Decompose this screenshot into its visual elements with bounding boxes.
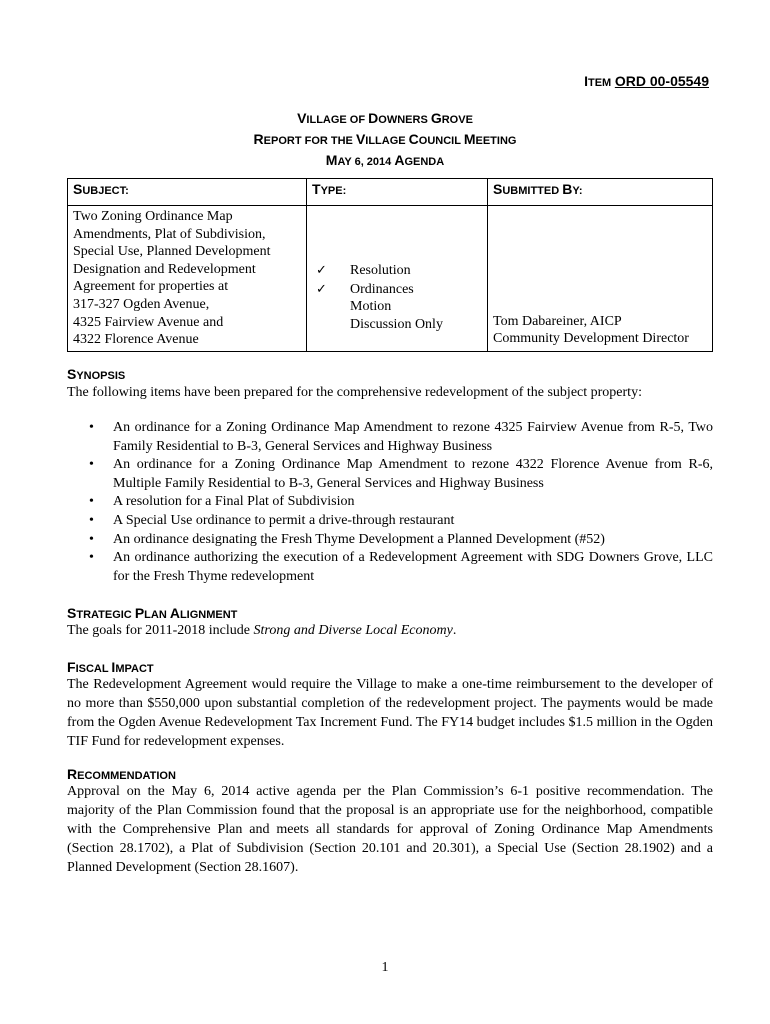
report-subtitle [0, 130, 770, 151]
submitter-title: Community Development Director [493, 331, 689, 347]
type-option-label: Motion [350, 299, 392, 315]
strategic-text-lead: The goals for 2011-2018 include [67, 623, 254, 638]
list-item [67, 419, 713, 456]
title-part: D [368, 110, 379, 126]
report-header [0, 108, 770, 172]
subject-line: Agreement for properties at [73, 279, 229, 295]
bullet-icon: • [89, 494, 94, 510]
subtitle-part: ILLAGE [365, 135, 409, 147]
submitted-by-header [488, 179, 713, 206]
heading-part: R [67, 766, 78, 782]
page-number: 1 [381, 960, 389, 975]
list-item-text: An ordinance for a Zoning Ordinance Map Amendment to rezone 4325 Fairview Avenue from R-5, Two Family Residential to B-3, General Services and Highway Business [113, 420, 713, 454]
check-icon: ✓ [316, 280, 327, 296]
type-cell [307, 206, 488, 352]
list-item-text: An ordinance for a Zoning Ordinance Map Amendment to rezone 4322 Florence Avenue from R-6, Multiple Family Residential to B-3, General Services and Highway Business [113, 457, 713, 491]
fiscal-text: The Redevelopment Agreement would require the Village to make a one-time reimbursement to the developer of no more than $550,000 upon substantial completion of the redevelopment project. The payments would be made from the Ogden Avenue Redevelopment Tax Increment Fund. The FY14 budget includes $1.5 million in the Ogden TIF Fund for redevelopment expenses. [67, 677, 713, 749]
header-part: Y: [572, 185, 583, 197]
date-part: M [325, 152, 338, 168]
heading-part: A [169, 605, 180, 621]
heading-part: ECOMMENDATION [77, 770, 176, 782]
subject-line: 317-327 Ogden Avenue, [73, 296, 210, 312]
title-part: V [297, 110, 307, 126]
item-label-rest: TEM [587, 77, 612, 89]
item-number: ORD 00-05549 [614, 73, 709, 89]
heading-part: S [67, 605, 77, 621]
date-part: A [394, 152, 405, 168]
header-part: UBMITTED [502, 185, 563, 197]
list-item-text: An ordinance designating the Fresh Thyme Development a Planned Development (#52) [113, 531, 605, 547]
subtitle-part: V [355, 131, 366, 147]
subtitle-part: OUNCIL [418, 135, 464, 147]
bullet-icon: • [89, 550, 94, 566]
heading-part: LIGNMENT [179, 609, 238, 621]
date-part: AY 6, 2014 [337, 156, 395, 168]
type-option-ordinances [312, 280, 482, 299]
info-table [67, 178, 713, 352]
heading-part: YNOPSIS [76, 370, 126, 382]
type-option-label: Discussion Only [350, 316, 443, 332]
title-part: ILLAGE OF [306, 114, 369, 126]
info-table-body-row [68, 206, 713, 352]
list-item-text: An ordinance authorizing the execution of a Redevelopment Agreement with SDG Downers Grove, LLC for the Fresh Thyme redevelopment [113, 550, 713, 584]
bullet-icon: • [89, 531, 94, 547]
bullet-icon: • [89, 512, 94, 528]
list-item-text: A Special Use ordinance to permit a drive-through restaurant [113, 512, 455, 528]
list-item [67, 531, 713, 550]
strategic-heading [67, 605, 237, 621]
type-option-discussion [312, 316, 482, 334]
subtitle-part: M [463, 131, 476, 147]
subtitle-part: R [253, 131, 264, 147]
subject-line: Two Zoning Ordinance Map [73, 209, 233, 224]
check-icon: ✓ [316, 262, 327, 277]
list-item-text: A resolution for a Final Plat of Subdivision [113, 494, 355, 510]
subject-cell [68, 206, 307, 352]
agenda-date [0, 151, 770, 172]
type-option-label: Ordinances [350, 281, 414, 297]
title-part: G [430, 110, 442, 126]
heading-part: LAN [144, 609, 170, 621]
type-option-motion [312, 298, 482, 316]
subject-line: 4325 Fairview Avenue and [73, 314, 224, 330]
bullet-icon: • [89, 457, 94, 473]
info-table-header-row [68, 179, 713, 206]
header-part: S [73, 181, 83, 197]
subtitle-part: EETING [475, 135, 517, 147]
synopsis-intro: The following items have been prepared for the comprehensive redevelopment of the subject property: [67, 385, 642, 400]
subtitle-part: EPORT FOR THE [263, 135, 356, 147]
type-options [312, 208, 482, 333]
item-label-initial: I [584, 73, 588, 89]
submitter-name: Tom Dabareiner, AICP [493, 313, 622, 329]
title-part: ROVE [441, 114, 473, 126]
header-part: T [312, 181, 321, 197]
header-part: UBJECT: [82, 185, 129, 197]
village-title [0, 108, 770, 130]
type-option-resolution [312, 261, 482, 280]
submitted-by-cell [488, 206, 713, 352]
header-part: S [493, 181, 503, 197]
heading-part: I [111, 659, 116, 675]
strategic-text-end: . [452, 623, 457, 638]
list-item [67, 512, 713, 531]
header-part: B [562, 181, 573, 197]
subject-header [68, 179, 307, 206]
subject-line: Amendments, Plat of Subdivision, [73, 226, 266, 242]
strategic-goal: Strong and Diverse Local Economy [253, 623, 453, 638]
recommendation-heading [67, 766, 176, 782]
heading-part: TRATEGIC [76, 609, 135, 621]
list-item [67, 493, 713, 512]
bullet-icon: • [89, 420, 94, 435]
heading-part: ISCAL [75, 663, 112, 675]
subject-line: Special Use, Planned Development [73, 244, 271, 260]
list-item [67, 549, 713, 586]
date-part: GENDA [404, 156, 445, 168]
synopsis-heading [67, 366, 125, 382]
title-part: OWNERS [378, 114, 431, 126]
list-item [67, 456, 713, 493]
submitted-by-box [493, 208, 707, 348]
type-option-label: Resolution [350, 263, 411, 278]
recommendation-text: Approval on the May 6, 2014 active agenda per the Plan Commission’s 6-1 positive recommendation. The majority of the Plan Commission found that the proposal is an appropriate use for the neighborhood, compatible with the Comprehensive Plan and meets all standards for approval of Zoning Ordinance Map Amendments (Section 28.1702), a Plat of Subdivision (Section 20.101 and 20.301), a Special Use (Section 28.1902) and a Planned Development (Section 28.1607). [67, 784, 713, 875]
synopsis-list [67, 419, 713, 586]
subject-line: 4322 Florence Avenue [73, 332, 199, 348]
fiscal-heading [67, 659, 154, 675]
heading-part: P [134, 605, 145, 621]
type-header [307, 179, 488, 206]
heading-part: S [67, 366, 77, 382]
subtitle-part: C [408, 131, 419, 147]
heading-part: MPACT [115, 663, 154, 675]
strategic-text [67, 621, 713, 640]
item-number-line [584, 73, 709, 89]
heading-part: F [67, 659, 76, 675]
header-part: YPE: [320, 185, 347, 197]
subject-line: Designation and Redevelopment [73, 261, 256, 277]
